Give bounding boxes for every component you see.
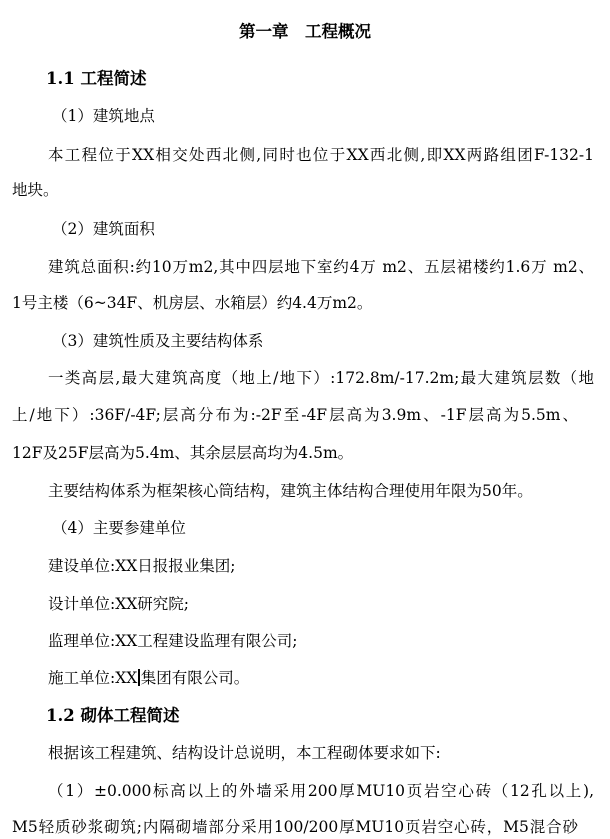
paragraph-line: 上/地下）:36F/-4F;层高分布为:-2F至-4F层高为3.9m、-1F层高为5.5m、 [12,406,578,424]
paragraph-line: 1号主楼（6~34F、机房层、水箱层）约4.4万m2。 [12,294,373,312]
subsection-heading-location: （1）建筑地点 [52,107,155,125]
paragraph-line: 地块。 [12,181,59,199]
unit-line-contractor-post: 集团有限公司。 [140,669,250,687]
unit-line-construction: 建设单位:XX日报报业集团; [48,557,236,575]
unit-line-contractor [0,668,610,688]
paragraph-line: 本工程位于XX相交处西北侧,同时也位于XX西北侧,即XX两路组团F-132-1 [48,146,594,164]
text-cursor [138,669,140,686]
subsection-heading-units: （4）主要参建单位 [52,519,186,537]
unit-line-supervision: 监理单位:XX工程建设监理有限公司; [48,632,298,650]
unit-line-design: 设计单位:XX研究院; [48,595,190,613]
paragraph-line: （1）±0.000标高以上的外墙采用200厚MU10页岩空心砖（12孔以上), [48,782,594,800]
section-heading-1-2: 1.2 砌体工程简述 [46,706,180,725]
subsection-heading-structure: （3）建筑性质及主要结构体系 [52,332,264,350]
paragraph-line: M5轻质砂浆砌筑;内隔砌墙部分采用100/200厚MU10页岩空心砖，M5混合砂 [12,818,578,836]
paragraph-line: 主要结构体系为框架核心筒结构，建筑主体结构合理使用年限为50年。 [48,482,533,500]
unit-line-contractor-pre: 施工单位:XX [48,669,138,687]
section-heading-1-1: 1.1 工程简述 [46,69,147,88]
chapter-title: 第一章 工程概况 [239,22,371,41]
paragraph-line: 建筑总面积:约10万m2,其中四层地下室约4万 m2、五层裙楼约1.6万 m2、 [48,258,594,276]
paragraph-line: 一类高层,最大建筑高度（地上/地下）:172.8m/-17.2m;最大建筑层数（地 [48,369,594,387]
paragraph-line: 12F及25F层高为5.4m、其余层层高均为4.5m。 [12,444,354,462]
paragraph-line: 根据该工程建筑、结构设计总说明，本工程砌体要求如下: [48,744,441,762]
subsection-heading-area: （2）建筑面积 [52,220,155,238]
